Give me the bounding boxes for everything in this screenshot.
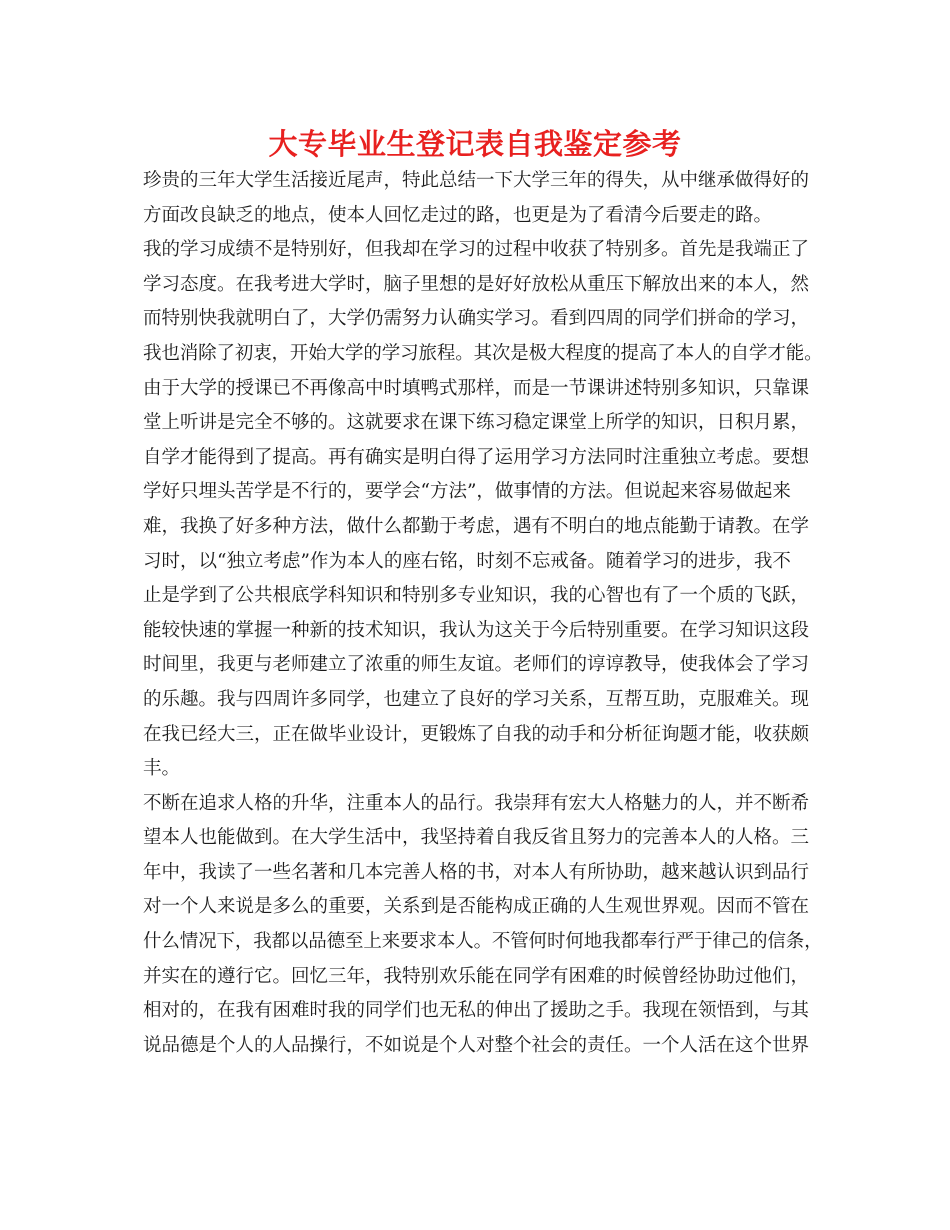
text-line: 自学才能得到了提高。再有确实是明白得了运用学习方法同时注重独立考虑。要想	[143, 446, 810, 468]
text-line: 我的学习成绩不是特别好，但我却在学习的过程中收获了特别多。首先是我端正了	[143, 239, 810, 261]
text-line: 丰。	[143, 758, 181, 780]
text-line: 在我已经大三，正在做毕业设计，更锻炼了自我的动手和分析征询题才能，收获颇	[143, 723, 810, 745]
text-line: 而特别快我就明白了，大学仍需努力认确实学习。看到四周的同学们拼命的学习，	[143, 308, 810, 330]
document-body	[143, 164, 823, 1063]
text-line: 说品德是个人的人品操行，不如说是个人对整个社会的责任。一个人活在这个世界	[143, 1034, 810, 1056]
text-line: 习时，以“独立考虑”作为本人的座右铭，时刻不忘戒备。随着学习的进步，我不	[143, 550, 791, 572]
text-line: 难，我换了好多种方法，做什么都勤于考虑，遇有不明白的地点能勤于请教。在学	[143, 515, 810, 537]
text-line: 能较快速的掌握一种新的技术知识，我认为这关于今后特别重要。在学习知识这段	[143, 619, 810, 641]
text-line: 堂上听讲是完全不够的。这就要求在课下练习稳定课堂上所学的知识，日积月累，	[143, 412, 810, 434]
text-line: 相对的，在我有困难时我的同学们也无私的伸出了援助之手。我现在领悟到，与其	[143, 1000, 810, 1022]
text-line: 止是学到了公共根底学科知识和特别多专业知识，我的心智也有了一个质的飞跃，	[143, 585, 810, 607]
text-line: 学好只埋头苦学是不行的，要学会“方法”，做事情的方法。但说起来容易做起来	[143, 481, 791, 503]
text-line: 年中，我读了一些名著和几本完善人格的书，对本人有所协助，越来越认识到品行	[143, 861, 810, 883]
text-line: 不断在追求人格的升华，注重本人的品行。我崇拜有宏大人格魅力的人，并不断希	[143, 792, 810, 814]
text-line: 方面改良缺乏的地点，使本人回忆走过的路，也更是为了看清今后要走的路。	[143, 204, 773, 226]
text-line: 望本人也能做到。在大学生活中，我坚持着自我反省且努力的完善本人的人格。三	[143, 827, 810, 849]
text-line: 我也消除了初衷，开始大学的学习旅程。其次是极大程度的提高了本人的自学才能。	[143, 342, 823, 364]
text-line: 学习态度。在我考进大学时，脑子里想的是好好放松从重压下解放出来的本人，然	[143, 273, 810, 295]
text-line: 什么情况下，我都以品德至上来要求本人。不管何时何地我都奉行严于律己的信条，	[143, 931, 823, 953]
text-line: 时间里，我更与老师建立了浓重的师生友谊。老师们的谆谆教导，使我体会了学习	[143, 654, 810, 676]
document-title: 大专毕业生登记表自我鉴定参考	[268, 127, 682, 161]
text-line: 的乐趣。我与四周许多同学，也建立了良好的学习关系，互帮互助，克服难关。现	[143, 688, 810, 710]
text-line: 由于大学的授课已不再像高中时填鸭式那样，而是一节课讲述特别多知识，只靠课	[143, 377, 810, 399]
text-line: 对一个人来说是多么的重要，关系到是否能构成正确的人生观世界观。因而不管在	[143, 896, 810, 918]
text-line: 珍贵的三年大学生活接近尾声，特此总结一下大学三年的得失，从中继承做得好的	[143, 170, 810, 191]
text-line: 并实在的遵行它。回忆三年，我特别欢乐能在同学有困难的时候曾经协助过他们，	[143, 965, 810, 987]
